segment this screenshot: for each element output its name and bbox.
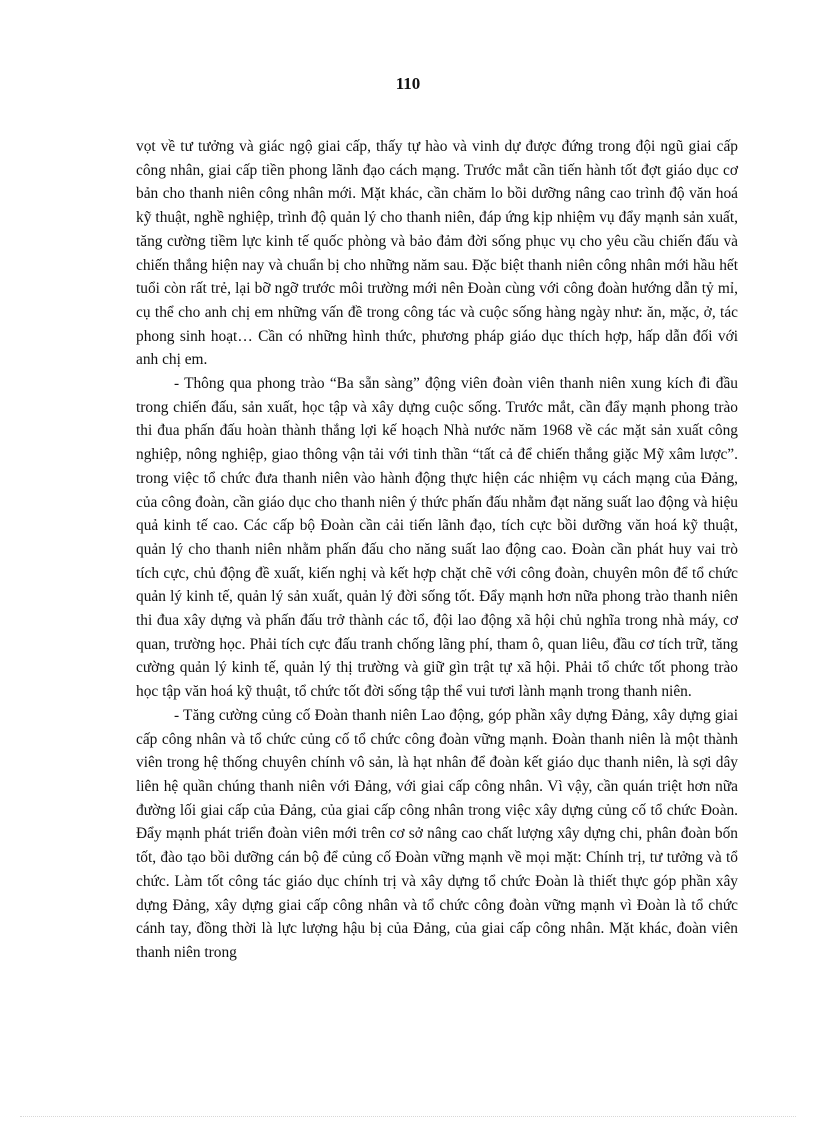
body-text [136, 135, 738, 965]
paragraph-ba-san-sang: - Thông qua phong trào “Ba sẵn sàng” động viên đoàn viên thanh niên xung kích đi đầu trong chiến đấu, sản xuất, học tập và xây dựng cuộc sống. Trước mắt, cần đẩy mạnh phong trào thi đua phấn đấu hoàn thành thắng lợi kế hoạch Nhà nước năm 1968 về các mặt sản xuất công nghiệp, nông nghiệp, giao thông vận tải với tinh thần “tất cả để chiến thắng giặc Mỹ xâm lược”. trong việc tổ chức đưa thanh niên vào hành động thực hiện các nhiệm vụ cách mạng của Đảng, của công đoàn, cần giáo dục cho thanh niên ý thức phấn đấu nhằm đạt năng suất lao động và hiệu quả kinh tế cao. Các cấp bộ Đoàn cần cải tiến lãnh đạo, tích cực bồi dưỡng văn hoá kỹ thuật, quản lý cho thanh niên nhằm phấn đấu cho năng suất lao động cao. Đoàn cần phát huy vai trò tích cực, chủ động đề xuất, kiến nghị và kết hợp chặt chẽ với công đoàn, chuyên môn để tổ chức quản lý kinh tế, quản lý sản xuất, quản lý đời sống tốt. Đẩy mạnh hơn nữa phong trào thanh niên thi đua xây dựng và phấn đấu trở thành các tổ, đội lao động xã hội chủ nghĩa trong nhà máy, cơ quan, trường học. Phải tích cực đấu tranh chống lãng phí, tham ô, quan liêu, đầu cơ tích trữ, tăng cường quản lý kinh tế, quản lý thị trường và giữ gìn trật tự xã hội. Phải tổ chức tốt phong trào học tập văn hoá kỹ thuật, tổ chức tốt đời sống tập thể vui tươi lành mạnh trong thanh niên. [136, 375, 738, 701]
paragraph-continuation: vọt về tư tưởng và giác ngộ giai cấp, thấy tự hào và vinh dự được đứng trong đội ngũ giai cấp công nhân, giai cấp tiền phong lãnh đạo cách mạng. Trước mắt cần tiến hành tốt đợt giáo dục cơ bản cho thanh niên công nhân mới. Mặt khác, cần chăm lo bồi dưỡng nâng cao trình độ văn hoá kỹ thuật, nghề nghiệp, trình độ quản lý cho thanh niên, đáp ứng kịp nhiệm vụ đẩy mạnh sản xuất, tăng cường tiềm lực kinh tế quốc phòng và bảo đảm đời sống phục vụ cho yêu cầu chiến đấu và chiến thắng hiện nay và chuẩn bị cho những năm sau. Đặc biệt thanh niên công nhân mới hầu hết tuổi còn rất trẻ, lại bỡ ngỡ trước môi trường mới nên Đoàn cùng với công đoàn hướng dẫn tỷ mỉ, cụ thể cho anh chị em những vấn đề trong công tác và cuộc sống hàng ngày như: ăn, mặc, ở, tác phong sinh hoạt… Cần có những hình thức, phương pháp giáo dục thích hợp, hấp dẫn đối với anh chị em. [136, 138, 738, 369]
page-number: 110 [395, 74, 421, 93]
paragraph-cung-co-doan: - Tăng cường củng cố Đoàn thanh niên Lao động, góp phần xây dựng Đảng, xây dựng giai cấp công nhân và tổ chức củng cố tổ chức công đoàn vững mạnh. Đoàn thanh niên là một thành viên trong hệ thống chuyên chính vô sản, là hạt nhân để đoàn kết giáo dục thanh niên, là sợi dây liên hệ quần chúng thanh niên với Đảng, với giai cấp công nhân. Vì vậy, cần quán triệt hơn nữa đường lối giai cấp của Đảng, của giai cấp công nhân trong việc xây dựng củng cố tổ chức Đoàn. Đẩy mạnh phát triển đoàn viên mới trên cơ sở nâng cao chất lượng xây dựng chi, phân đoàn bốn tốt, đào tạo bồi dưỡng cán bộ để củng cố Đoàn vững mạnh về mọi mặt: Chính trị, tư tưởng và tổ chức. Làm tốt công tác giáo dục chính trị và xây dựng tổ chức Đoàn là thiết thực góp phần xây dựng Đảng, xây dựng giai cấp công nhân và tổ chức công đoàn vững mạnh vì Đoàn là tổ chức cánh tay, đồng thời là lực lượng hậu bị của Đảng, của giai cấp công nhân. Mặt khác, đoàn viên thanh niên trong [136, 706, 738, 961]
page-bottom-divider [20, 1116, 796, 1117]
